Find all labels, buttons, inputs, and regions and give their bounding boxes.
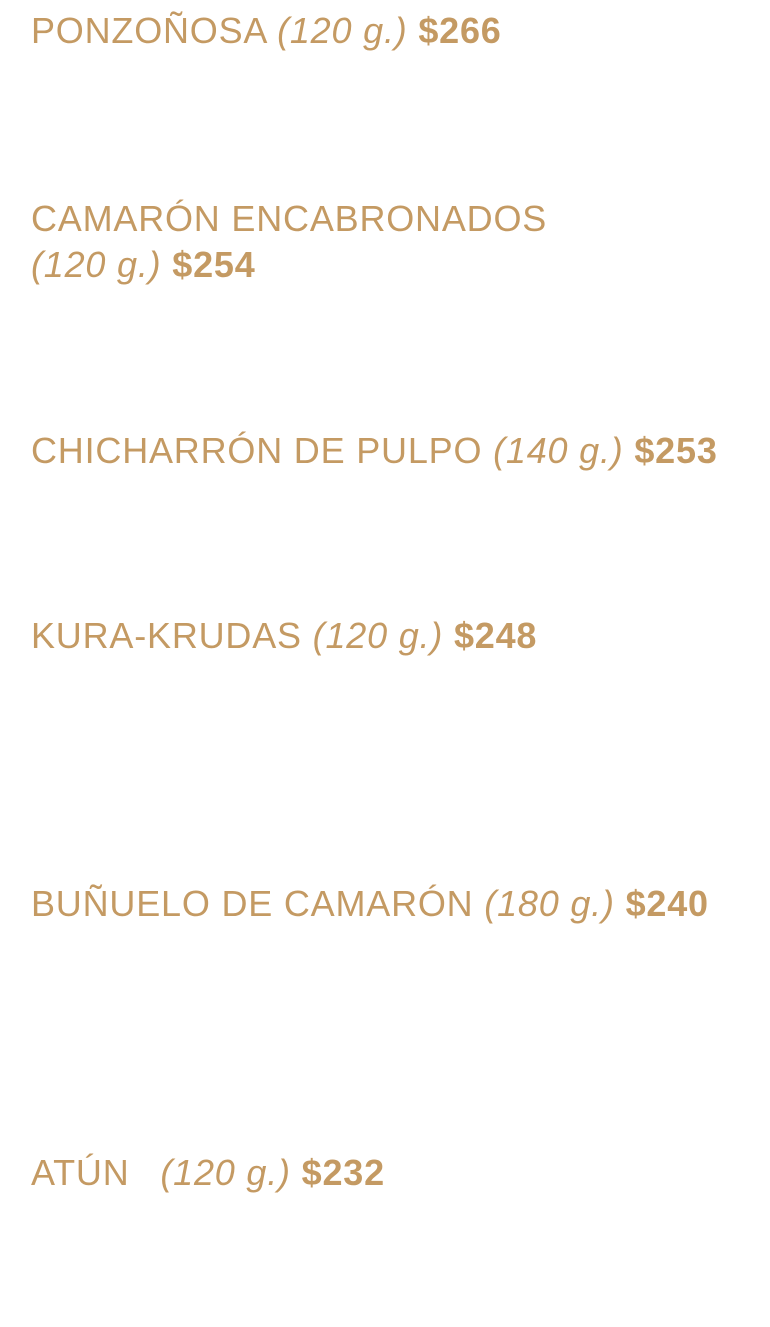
- menu-item-bunuelo-de-camaron: [31, 881, 751, 927]
- menu-item-price: $240: [625, 883, 709, 924]
- menu-item-name: CAMARÓN ENCABRONADOS: [31, 198, 548, 239]
- menu-item-name: KURA-KRUDAS: [31, 615, 302, 656]
- menu-item-price: $253: [634, 430, 718, 471]
- menu-item-weight: (180 g.): [484, 883, 615, 924]
- menu-item-price: $254: [172, 244, 256, 285]
- menu-item-ponzonosa: [31, 8, 751, 54]
- menu-item-weight: (140 g.): [493, 430, 624, 471]
- menu-item-weight: (120 g.): [160, 1152, 291, 1193]
- menu-item-weight: (120 g.): [312, 615, 444, 656]
- menu-item-name: BUÑUELO DE CAMARÓN: [31, 883, 474, 924]
- menu-item-price: $248: [453, 615, 538, 656]
- menu-item-price: $266: [418, 10, 502, 51]
- menu-item-atun: [31, 1150, 751, 1196]
- menu-item-kura-krudas: [31, 613, 751, 659]
- menu-item-camaron-encabronados: [31, 196, 751, 288]
- menu-item-name: PONZOÑOSA: [31, 10, 267, 51]
- menu-item-weight: (120 g.): [31, 244, 162, 285]
- menu-item-name: CHICHARRÓN DE PULPO: [31, 430, 483, 471]
- menu-item-name: ATÚN: [31, 1152, 130, 1193]
- menu-item-chicharron-de-pulpo: [31, 428, 751, 474]
- menu-item-price: $232: [301, 1152, 385, 1193]
- menu-item-weight: (120 g.): [277, 10, 408, 51]
